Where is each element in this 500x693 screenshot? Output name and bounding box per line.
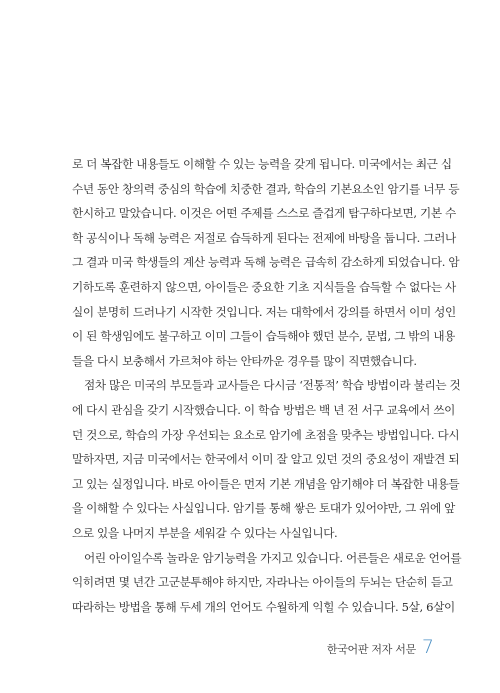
text-line: 어린 아이일수록 놀라운 암기능력을 가지고 있습니다. 어른들은 새로운 언어를 <box>84 550 462 565</box>
text-line: 을 이해할 수 있다는 사실입니다. 암기를 통해 쌓은 토대가 있어야만, 그 위에 앞 <box>72 501 456 516</box>
text-line: 로 더 복잡한 내용들도 이해할 수 있는 능력을 갖게 됩니다. 미국에서는 최근 십 <box>72 157 452 171</box>
text-line: 고 있는 실정입니다. 바로 아이들은 먼저 기본 개념을 암기해야 더 복잡한 내용들 <box>72 476 460 491</box>
body-text <box>72 152 462 619</box>
text-line: 에 다시 관심을 갖기 시작했습니다. 이 학습 방법은 백 년 전 서구 교육에서 쓰이 <box>72 402 456 417</box>
paragraph-1 <box>72 152 460 373</box>
running-footer-title: 한국어판 저자 서문 <box>326 643 416 656</box>
text-line: 들을 다시 보충해서 가르쳐야 하는 안타까운 경우를 많이 직면했습니다. <box>72 353 417 368</box>
text-line: 익히려면 몇 년간 고군분투해야 하지만, 자라나는 아이들의 두뇌는 단순히 듣고 <box>72 575 453 590</box>
text-line: 던 것으로, 학습의 가장 우선되는 요소로 암기에 초점을 맞추는 방법입니다. 다시 <box>72 427 460 442</box>
page-footer <box>327 638 434 660</box>
page-number: 7 <box>421 636 434 658</box>
text-line: 그 결과 미국 학생들의 계산 능력과 독해 능력은 급속히 감소하게 되었습니다. 암 <box>72 255 460 270</box>
text-line: 수년 동안 창의력 중심의 학습에 치중한 결과, 학습의 기본요소인 암기를 너무 등 <box>72 181 460 196</box>
text-line: 으로 있을 나머지 부분을 세워갈 수 있다는 사실입니다. <box>72 525 338 540</box>
paragraph-2 <box>72 373 461 545</box>
text-line: 기하도록 훈련하지 않으면, 아이들은 중요한 기초 지식들을 습득할 수 없다는 사 <box>72 279 456 294</box>
text-line: 이 된 학생임에도 불구하고 이미 그들이 습득해야 했던 분수, 문법, 그 밖의 내용 <box>72 329 456 344</box>
text-line: 따라하는 방법을 통해 두세 개의 언어도 수월하게 익힐 수 있습니다. 5살, 6살이 <box>72 599 455 614</box>
text-line: 말하자면, 지금 미국에서는 한국에서 이미 잘 알고 있던 것의 중요성이 재발견 되 <box>72 452 460 467</box>
text-line: 학 공식이나 독해 능력은 저절로 습득하게 된다는 전제에 바탕을 둡니다. 그러나 <box>72 230 456 245</box>
text-line: 실이 분명히 드러나기 시작한 것입니다. 저는 대학에서 강의를 하면서 이미 성인 <box>72 304 456 319</box>
paragraph-3 <box>72 546 462 620</box>
text-line: 점차 많은 미국의 부모들과 교사들은 다시금 ‘전통적’ 학습 방법이라 불리는 것 <box>84 378 461 393</box>
text-line: 한시하고 말았습니다. 이것은 어떤 주제를 스스로 즐겁게 탐구하다보면, 기본 수 <box>72 206 456 221</box>
